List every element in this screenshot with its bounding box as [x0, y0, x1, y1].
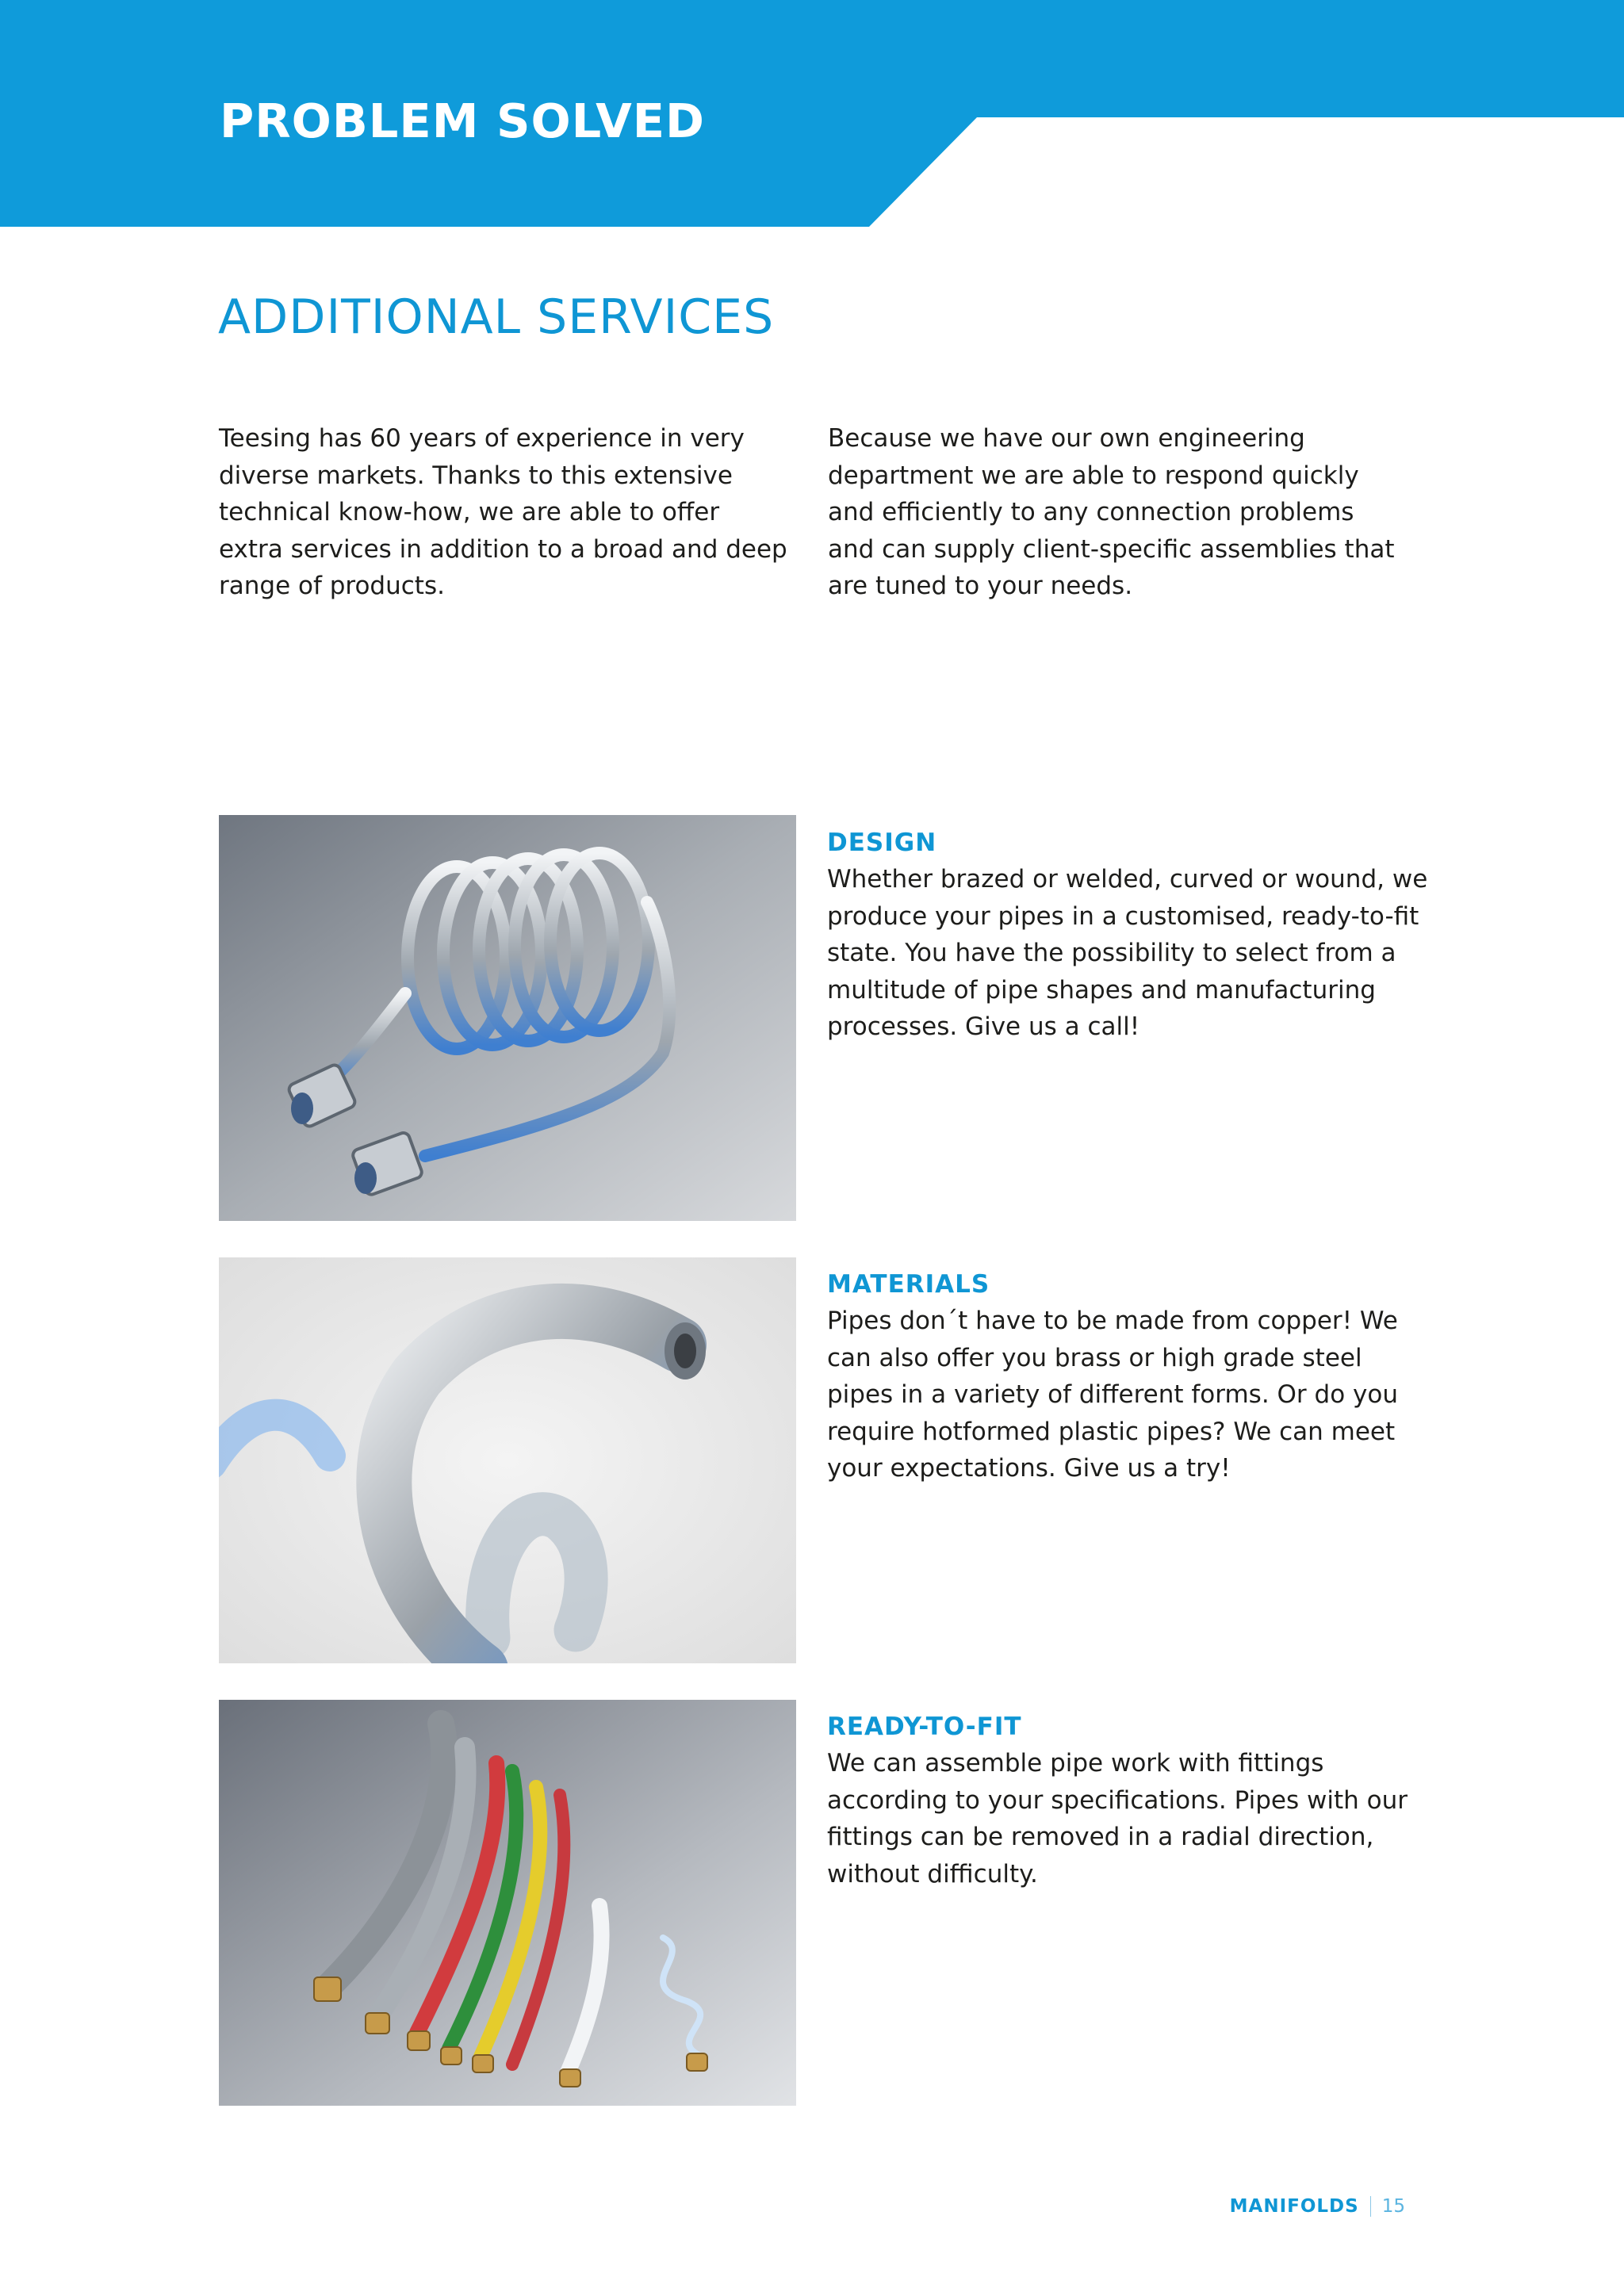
intro-left-paragraph: Teesing has 60 years of experience in very diverse markets. Thanks to this extensive technical know-how, we are able to offer extra services in addition to a broad and deep range of products.	[219, 424, 787, 600]
materials-body: Pipes don´t have to be made from copper! We can also offer you brass or high grade steel pipes in a variety of different forms. Or do you require hotformed plastic pipes? We can meet your expectations. Give us a try!	[827, 1307, 1398, 1483]
footer-divider	[1370, 2196, 1371, 2217]
page-footer	[1230, 2196, 1405, 2217]
materials-title: MATERIALS	[827, 1270, 990, 1299]
page-heading: ADDITIONAL SERVICES	[218, 289, 775, 345]
page-number: 15	[1381, 2196, 1405, 2217]
design-section	[827, 825, 1430, 1046]
coiled-pipe-photo	[219, 815, 796, 1221]
ready-to-fit-title: READY-TO-FIT	[827, 1712, 1022, 1741]
bent-pipe-photo	[219, 1257, 796, 1663]
materials-section	[827, 1266, 1430, 1487]
ready-to-fit-body: We can assemble pipe work with fittings according to your specifications. Pipes with our fittings can be removed in a radial direction, without difficulty.	[827, 1749, 1408, 1888]
design-title: DESIGN	[827, 828, 937, 857]
footer-section-name: MANIFOLDS	[1229, 2196, 1359, 2217]
ready-to-fit-section	[827, 1709, 1430, 1892]
banner-title: PROBLEM SOLVED	[220, 94, 706, 148]
hoses-photo	[219, 1700, 796, 2106]
design-body: Whether brazed or welded, curved or wound, we produce your pipes in a customised, ready-to-fit state. You have the possibility to select from a multitude of pipe shapes and manufacturing processes. Give us a call!	[827, 865, 1428, 1041]
intro-right-paragraph: Because we have our own engineering department we are able to respond quickly and efficiently to any connection problems and can supply client-specific assemblies that are tuned to your needs.	[828, 424, 1395, 600]
